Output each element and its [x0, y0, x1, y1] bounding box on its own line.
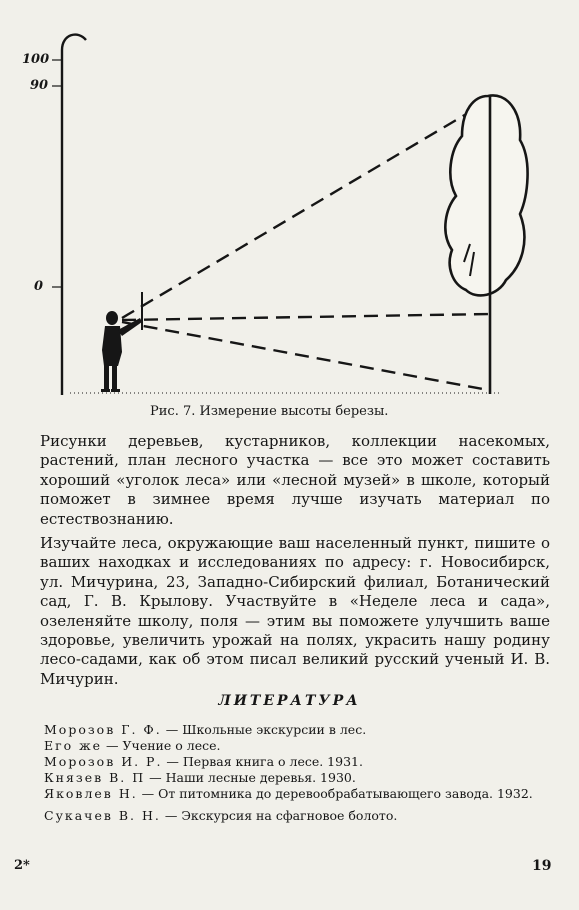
body-text	[40, 432, 550, 694]
observer-figure	[101, 311, 142, 392]
figure-caption: Рис. 7. Измерение высоты березы.	[150, 404, 389, 419]
sight-line-base	[122, 322, 488, 390]
reference-title: — Экскурсия на сфагновое болото.	[160, 808, 398, 823]
reference-author: Морозов И. Р.	[44, 754, 163, 769]
reference-item	[44, 770, 556, 786]
page-number: 19	[532, 858, 552, 874]
paragraph-2: Изучайте леса, окружающие ваш населенный пункт, пишите о ваших находках и исследованиях по адресу: г. Новосибирск, ул. Мичурина, 23, Западно-Сибирский филиал, Ботанический сад, Г. В. Крылову. Участвуйте в «Неделе леса и сада», озеленяйте школу, поля — этим вы поможете улучшить ваше здоровье, увеличить урожай на полях, украсить нашу родину лесо-садами, как об этом писал великий русский ученый И. В. Мичурин.	[40, 534, 550, 688]
literature-heading: ЛИТЕРАТУРА	[218, 693, 361, 709]
reference-list	[44, 722, 556, 824]
scale-label-100: 100	[22, 52, 50, 67]
reference-title: — Школьные экскурсии в лес.	[161, 722, 367, 737]
reference-author: Морозов Г. Ф.	[44, 722, 162, 737]
reference-item	[44, 738, 556, 754]
sight-line-eye	[122, 314, 490, 320]
signature-mark: 2*	[14, 858, 30, 873]
reference-author: Яковлев Н.	[44, 786, 138, 801]
reference-title: — Наши лесные деревья. 1930.	[145, 770, 356, 785]
tree-crown	[445, 95, 527, 295]
height-measurement-figure	[0, 0, 579, 400]
reference-author: Сукачев В. Н.	[44, 808, 161, 823]
reference-author: Его же	[44, 738, 103, 753]
reference-item	[44, 808, 556, 824]
reference-item	[12, 786, 556, 802]
scale-label-90: 90	[30, 78, 49, 93]
reference-title: — Учение о лесе.	[102, 738, 221, 753]
reference-author: Князев В. П	[44, 770, 146, 785]
paragraph-1: Рисунки деревьев, кустарников, коллекции насекомых, растений, план лесного участка — все это может составить хороший «уголок леса» или «лесной музей» в школе, который поможет в зимнее время лучше изучать материал по естествознанию.	[40, 432, 550, 528]
reference-title: — Первая книга о лесе. 1931.	[162, 754, 363, 769]
reference-item	[44, 754, 556, 770]
sight-lines	[122, 100, 490, 390]
sight-line-top	[122, 100, 490, 318]
reference-item	[44, 722, 556, 738]
scale-pole	[62, 35, 86, 395]
birch-tree	[445, 95, 527, 394]
scale-label-0: 0	[34, 279, 44, 294]
reference-title: — От питомника до деревообрабатывающего завода. 1932.	[137, 786, 533, 801]
